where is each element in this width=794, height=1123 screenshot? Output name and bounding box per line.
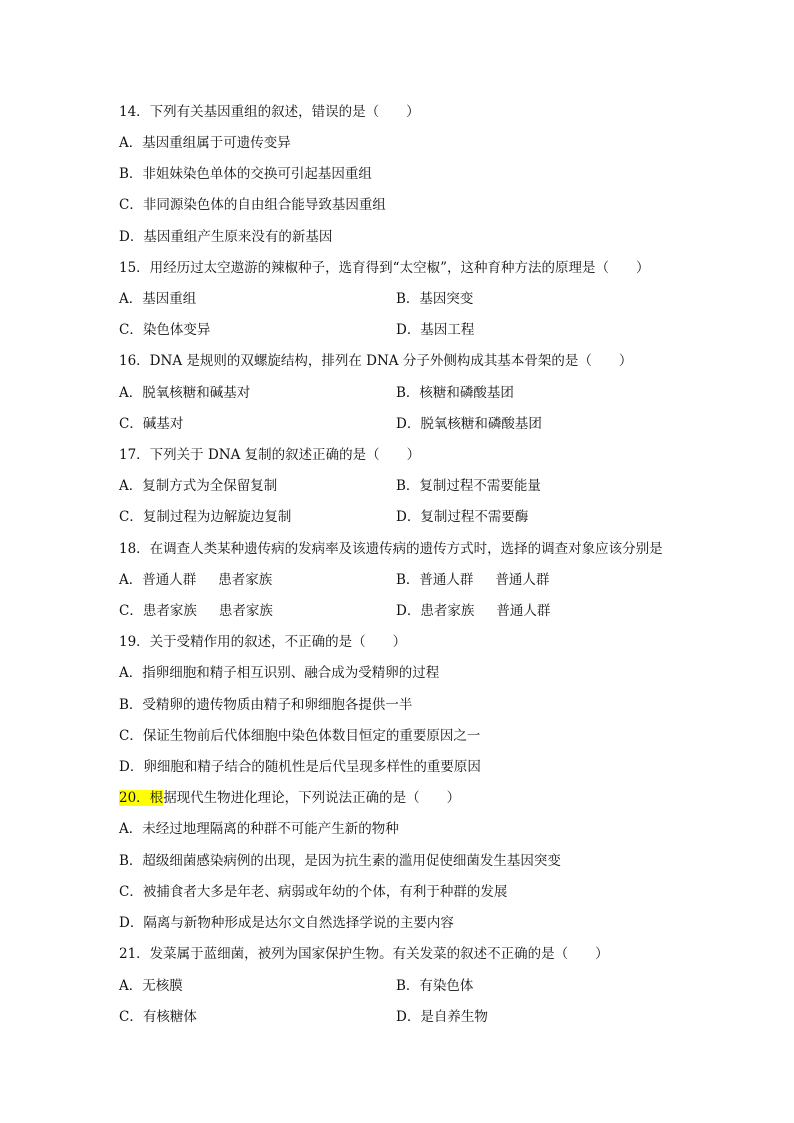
q15-option-d: D．基因工程 — [396, 322, 475, 338]
q19-option-a: A．指卵细胞和精子相互识别、融合成为受精卵的过程 — [119, 665, 440, 681]
q18-option-c-second: 患者家族 — [218, 603, 273, 619]
q16-option-c: C．碱基对 — [119, 416, 184, 432]
q18-option-a-first: A．普通人群 — [119, 572, 197, 588]
q21-option-b: B．有染色体 — [396, 978, 474, 994]
q18-option-b — [396, 571, 549, 589]
q21-option-a: A．无核膜 — [119, 978, 183, 994]
q18-option-d-first: D．患者家族 — [396, 603, 475, 619]
q16-stem: 16．DNA 是规则的双螺旋结构，排列在 DNA 分子外侧构成其基本骨架的是（ ） — [119, 353, 633, 369]
q18-option-b-second: 普通人群 — [495, 572, 550, 588]
q18-option-a — [119, 571, 272, 589]
q15-option-b: B．基因突变 — [396, 291, 474, 307]
q20-option-b: B．超级细菌感染病例的出现，是因为抗生素的滥用促使细菌发生基因突变 — [119, 853, 561, 869]
q14-option-d: D．基因重组产生原来没有的新基因 — [119, 229, 333, 245]
q17-option-b: B．复制过程不需要能量 — [396, 478, 541, 494]
q21-stem: 21．发菜属于蓝细菌，被列为国家保护生物。有关发菜的叙述不正确的是（ ） — [119, 946, 609, 962]
q19-option-c: C．保证生物前后代体细胞中染色体数目恒定的重要原因之一 — [119, 728, 481, 744]
q15-option-c: C．染色体变异 — [119, 322, 211, 338]
q20-stem — [119, 789, 460, 807]
q18-option-b-first: B．普通人群 — [396, 572, 474, 588]
q18-option-c-first: C．患者家族 — [119, 603, 197, 619]
q18-stem: 18．在调查人类某种遗传病的发病率及该遗传病的遗传方式时，选择的调查对象应该分别是 — [119, 541, 663, 557]
q19-option-b: B．受精卵的遗传物质由精子和卵细胞各提供一半 — [119, 697, 413, 713]
q16-option-d: D．脱氧核糖和磷酸基团 — [396, 416, 542, 432]
q14-option-a: A．基因重组属于可遗传变异 — [119, 135, 291, 151]
q21-option-d: D．是自养生物 — [396, 1009, 488, 1025]
q18-option-a-second: 患者家族 — [218, 572, 273, 588]
q16-option-a: A．脱氧核糖和碱基对 — [119, 385, 251, 401]
q14-option-b: B．非姐妹染色单体的交换可引起基因重组 — [119, 166, 372, 182]
q19-option-d: D．卵细胞和精子结合的随机性是后代呈现多样性的重要原因 — [119, 759, 481, 775]
q21-option-c: C．有核糖体 — [119, 1009, 197, 1025]
q17-option-d: D．复制过程不需要酶 — [396, 509, 529, 525]
q20-option-c: C．被捕食者大多是年老、病弱或年幼的个体，有利于种群的发展 — [119, 884, 508, 900]
q19-stem: 19．关于受精作用的叙述，不正确的是（ ） — [119, 634, 407, 650]
q15-stem: 15．用经历过太空遨游的辣椒种子，选育得到“太空椒”，这种育种方法的原理是（ ） — [119, 260, 650, 276]
q18-option-c — [119, 602, 273, 620]
q20-option-a: A．未经过地理隔离的种群不可能产生新的物种 — [119, 821, 399, 837]
q17-option-a: A．复制方式为全保留复制 — [119, 478, 278, 494]
q17-option-c: C．复制过程为边解旋边复制 — [119, 509, 292, 525]
q20-option-d: D．隔离与新物种形成是达尔文自然选择学说的主要内容 — [119, 915, 454, 931]
q16-option-b: B．核糖和磷酸基团 — [396, 385, 514, 401]
q18-option-d — [396, 602, 550, 620]
q14-stem: 14．下列有关基因重组的叙述，错误的是（ ） — [119, 104, 420, 120]
q15-option-a: A．基因重组 — [119, 291, 197, 307]
q14-option-c: C．非同源染色体的自由组合能导致基因重组 — [119, 197, 386, 213]
q20-stem-text: 据现代生物进化理论，下列说法正确的是（ ） — [163, 790, 461, 806]
q18-option-d-second: 普通人群 — [496, 603, 551, 619]
q17-stem: 17．下列关于 DNA 复制的叙述正确的是（ ） — [119, 447, 421, 463]
q20-highlighted-text: 20．根 — [119, 790, 164, 806]
